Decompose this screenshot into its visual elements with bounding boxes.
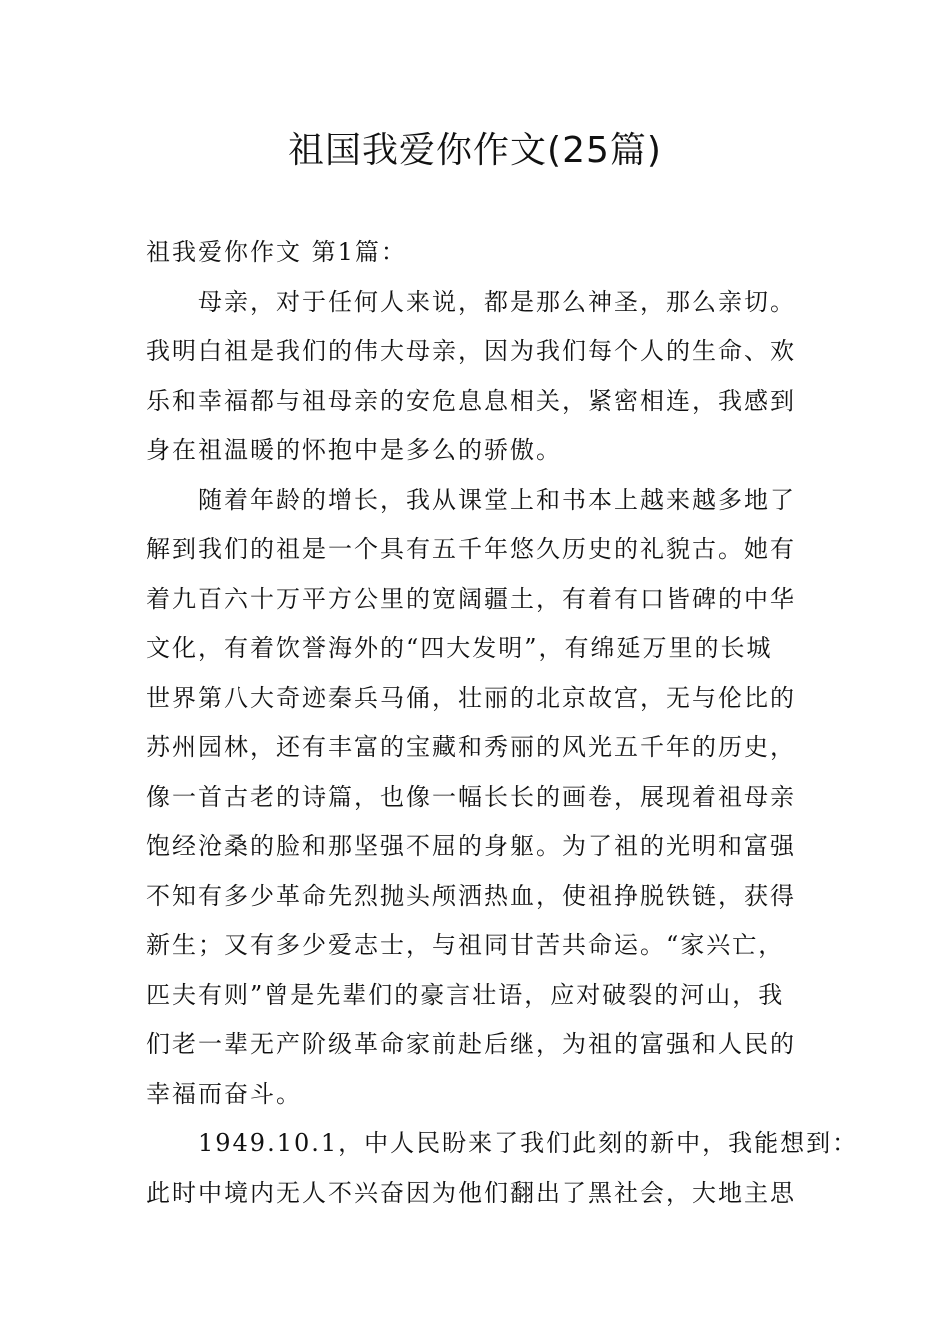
paragraph-line: 世界第八大奇迹秦兵马俑，壮丽的北京故宫，无与伦比的 — [146, 683, 796, 712]
paragraph-line: 匹夫有则”曾是先辈们的豪言壮语，应对破裂的河山，我 — [146, 980, 785, 1009]
document-body — [146, 228, 859, 1218]
paragraph-line: 饱经沧桑的脸和那坚强不屈的身躯。为了祖的光明和富强 — [146, 832, 796, 860]
paragraph-line: 此时中境内无人不兴奋因为他们翻出了黑社会，大地主思 — [146, 1178, 796, 1207]
paragraph-line: 幸福而奋斗。 — [146, 1079, 302, 1108]
paragraph-line: 随着年龄的增长，我从课堂上和书本上越来越多地了 — [198, 485, 796, 514]
paragraph-line: 新生；又有多少爱志士，与祖同甘苦共命运。“家兴亡， — [146, 931, 785, 959]
paragraph-line: 乐和幸福都与祖母亲的安危息息相关，紧密相连，我感到 — [146, 386, 796, 415]
paragraph-line: 像一首古老的诗篇，也像一幅长长的画卷，展现着祖母亲 — [146, 782, 796, 811]
paragraph-line: 不知有多少革命先烈抛头颅洒热血，使祖挣脱铁链，获得 — [146, 881, 796, 910]
paragraph-line: 解到我们的祖是一个具有五千年悠久历史的礼貌古。她有 — [146, 535, 796, 563]
paragraph-line: 们老一辈无产阶级革命家前赴后继，为祖的富强和人民的 — [146, 1030, 796, 1058]
paragraph-line: 苏州园林，还有丰富的宝藏和秀丽的风光五千年的历史， — [146, 733, 796, 761]
section-heading: 祖我爱你作文 第1篇： — [146, 238, 407, 266]
paragraph-line: 母亲，对于任何人来说，都是那么神圣，那么亲切。 — [198, 287, 796, 316]
paragraph-line: 1949.10.1，中人民盼来了我们此刻的新中，我能想到： — [198, 1129, 859, 1157]
document-title: 祖国我爱你作文(25篇) — [288, 130, 662, 171]
paragraph-line: 文化，有着饮誉海外的“四大发明”，有绵延万里的长城 — [146, 634, 773, 662]
paragraph-line: 着九百六十万平方公里的宽阔疆土，有着有口皆碑的中华 — [146, 584, 796, 613]
paragraph-line: 身在祖温暖的怀抱中是多么的骄傲。 — [146, 436, 562, 464]
paragraph-line: 我明白祖是我们的伟大母亲，因为我们每个人的生命、欢 — [146, 337, 796, 365]
